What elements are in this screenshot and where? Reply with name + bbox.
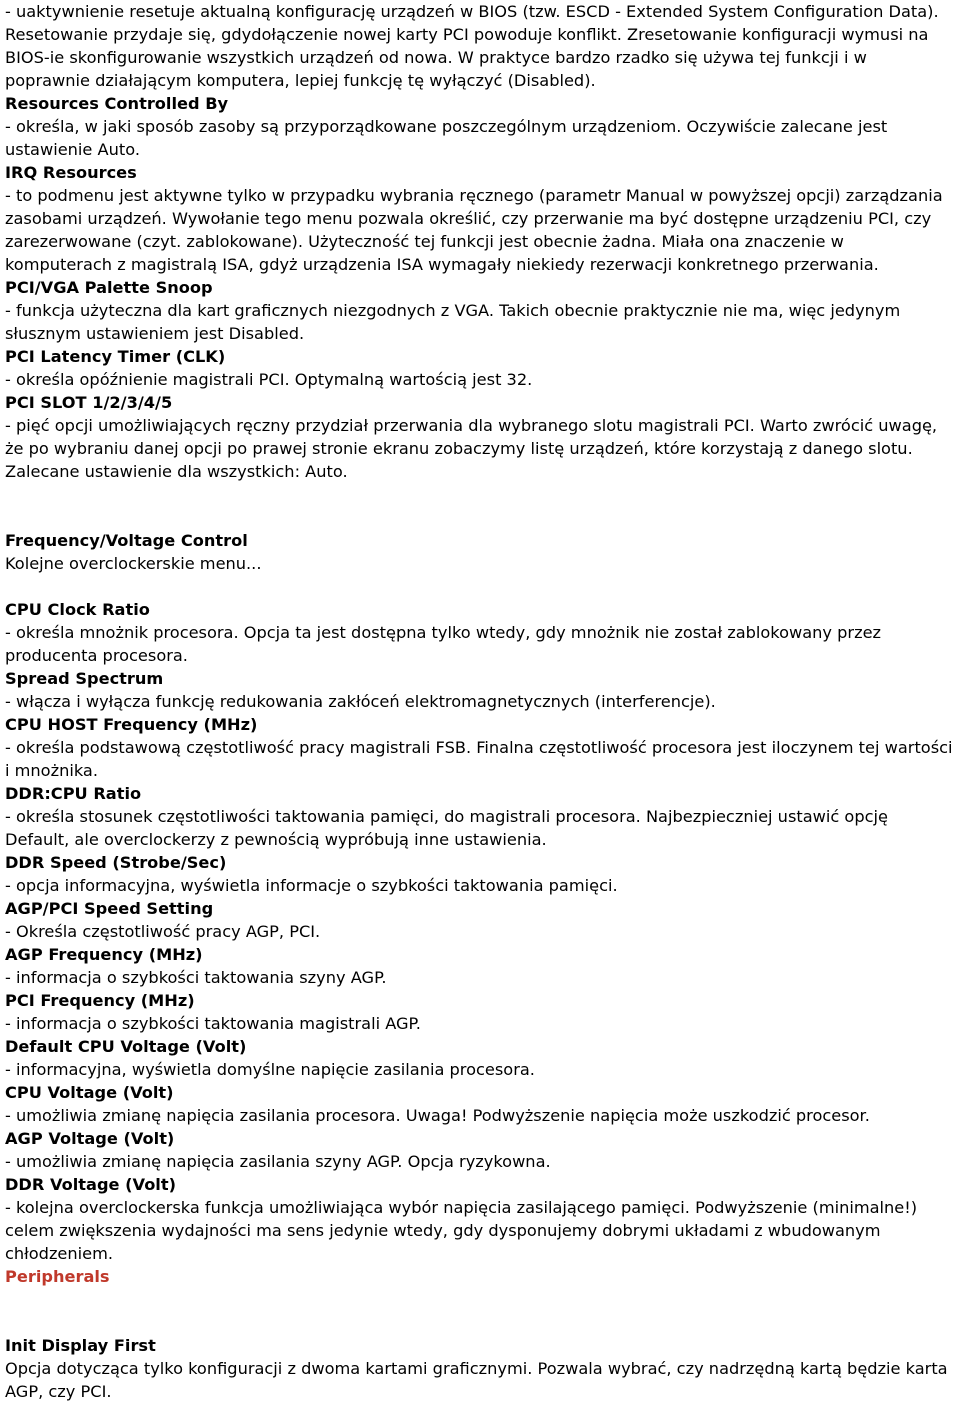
paragraph-pci-slot: - pięć opcji umożliwiających ręczny przydział przerwania dla wybranego slotu magistrali PCI. Warto zwrócić uwagę, że po wybraniu danej opcji po prawej stronie ekranu zobaczymy listę urządzeń, które korzystają z danego slotu. Zalecane ustawienie dla wszystkich: Auto. (5, 416, 938, 481)
paragraph-frequency-voltage-control: Kolejne overclockerskie menu... (5, 554, 262, 573)
paragraph-agp-voltage: - umożliwia zmianę napięcia zasilania szyny AGP. Opcja ryzykowna. (5, 1152, 551, 1171)
heading-ddr-cpu-ratio: DDR:CPU Ratio (5, 784, 142, 803)
heading-ddr-speed: DDR Speed (Strobe/Sec) (5, 853, 227, 872)
paragraph-resources-controlled-by: - określa, w jaki sposób zasoby są przyporządkowane poszczególnym urządzeniom. Oczywiście zalecane jest ustawienie Auto. (5, 117, 888, 159)
heading-init-display-first: Init Display First (5, 1336, 156, 1355)
heading-irq-resources: IRQ Resources (5, 163, 137, 182)
heading-cpu-voltage: CPU Voltage (Volt) (5, 1083, 174, 1102)
paragraph-agp-frequency: - informacja o szybkości taktowania szyny AGP. (5, 968, 387, 987)
heading-pci-latency-timer: PCI Latency Timer (CLK) (5, 347, 226, 366)
heading-pci-vga-palette-snoop: PCI/VGA Palette Snoop (5, 278, 213, 297)
paragraph-init-display-first: Opcja dotycząca tylko konfiguracji z dwoma kartami graficznymi. Pozwala wybrać, czy nadrzędną kartą będzie karta AGP, czy PCI. (5, 1359, 948, 1401)
heading-agp-frequency: AGP Frequency (MHz) (5, 945, 203, 964)
heading-agp-pci-speed-setting: AGP/PCI Speed Setting (5, 899, 214, 918)
heading-spread-spectrum: Spread Spectrum (5, 669, 164, 688)
heading-agp-voltage: AGP Voltage (Volt) (5, 1129, 175, 1148)
paragraph-spread-spectrum: - włącza i wyłącza funkcję redukowania zakłóceń elektromagnetycznych (interferencje). (5, 692, 716, 711)
heading-pci-slot: PCI SLOT 1/2/3/4/5 (5, 393, 173, 412)
paragraph-cpu-clock-ratio: - określa mnożnik procesora. Opcja ta jest dostępna tylko wtedy, gdy mnożnik nie został zablokowany przez producenta procesora. (5, 623, 882, 665)
heading-cpu-clock-ratio: CPU Clock Ratio (5, 600, 150, 619)
heading-peripherals: Peripherals (5, 1267, 110, 1286)
paragraph-default-cpu-voltage: - informacyjna, wyświetla domyślne napięcie zasilania procesora. (5, 1060, 535, 1079)
intro-paragraph: - uaktywnienie resetuje aktualną konfigurację urządzeń w BIOS (tzw. ESCD - Extended System Configuration Data). Resetowanie przydaje się, gdydołączenie nowej karty PCI powoduje konflikt. Zresetowanie konfiguracji wymusi na BIOS-ie skonfigurowanie wszystkich urządzeń od nowa. W praktyce bardzo rzadko się używa tej funkcji i w poprawnie działającym komputera, lepiej funkcję tę wyłączyć (Disabled). (5, 2, 939, 90)
paragraph-ddr-speed: - opcja informacyjna, wyświetla informacje o szybkości taktowania pamięci. (5, 876, 618, 895)
paragraph-irq-resources: - to podmenu jest aktywne tylko w przypadku wybrania ręcznego (parametr Manual w powyższej opcji) zarządzania zasobami urządzeń. Wywołanie tego menu pozwala określić, czy przerwanie ma być dostępne urządzeniu PCI, czy zarezerwowane (czyt. zablokowane). Użyteczność tej funkcji jest obecnie żadna. Miała ona znaczenie w komputerach z magistralą ISA, gdyż urządzenia ISA wymagały niekiedy rezerwacji konkretnego przerwania. (5, 186, 943, 274)
heading-pci-frequency: PCI Frequency (MHz) (5, 991, 195, 1010)
paragraph-pci-latency-timer: - określa opóźnienie magistrali PCI. Optymalną wartością jest 32. (5, 370, 533, 389)
paragraph-cpu-host-frequency: - określa podstawową częstotliwość pracy magistrali FSB. Finalna częstotliwość procesora jest iloczynem tej wartości i mnożnika. (5, 738, 953, 780)
paragraph-ddr-voltage: - kolejna overclockerska funkcja umożliwiająca wybór napięcia zasilającego pamięci. Podwyższenie (minimalne!) celem zwiększenia wydajności ma sens jedynie wtedy, gdy dysponujemy dobrymi układami z wbudowanym chłodzeniem. (5, 1198, 918, 1263)
paragraph-pci-frequency: - informacja o szybkości taktowania magistrali AGP. (5, 1014, 421, 1033)
paragraph-pci-vga-palette-snoop: - funkcja użyteczna dla kart graficznych niezgodnych z VGA. Takich obecnie praktycznie nie ma, więc jedynym słusznym ustawieniem jest Disabled. (5, 301, 901, 343)
heading-ddr-voltage: DDR Voltage (Volt) (5, 1175, 176, 1194)
paragraph-cpu-voltage: - umożliwia zmianę napięcia zasilania procesora. Uwaga! Podwyższenie napięcia może uszkodzić procesor. (5, 1106, 870, 1125)
heading-frequency-voltage-control: Frequency/Voltage Control (5, 531, 248, 550)
paragraph-agp-pci-speed-setting: - Określa częstotliwość pracy AGP, PCI. (5, 922, 321, 941)
heading-resources-controlled-by: Resources Controlled By (5, 94, 229, 113)
heading-default-cpu-voltage: Default CPU Voltage (Volt) (5, 1037, 247, 1056)
paragraph-ddr-cpu-ratio: - określa stosunek częstotliwości taktowania pamięci, do magistrali procesora. Najbezpieczniej ustawić opcję Default, ale overclockerzy z pewnością wypróbują inne ustawienia. (5, 807, 888, 849)
heading-cpu-host-frequency: CPU HOST Frequency (MHz) (5, 715, 258, 734)
